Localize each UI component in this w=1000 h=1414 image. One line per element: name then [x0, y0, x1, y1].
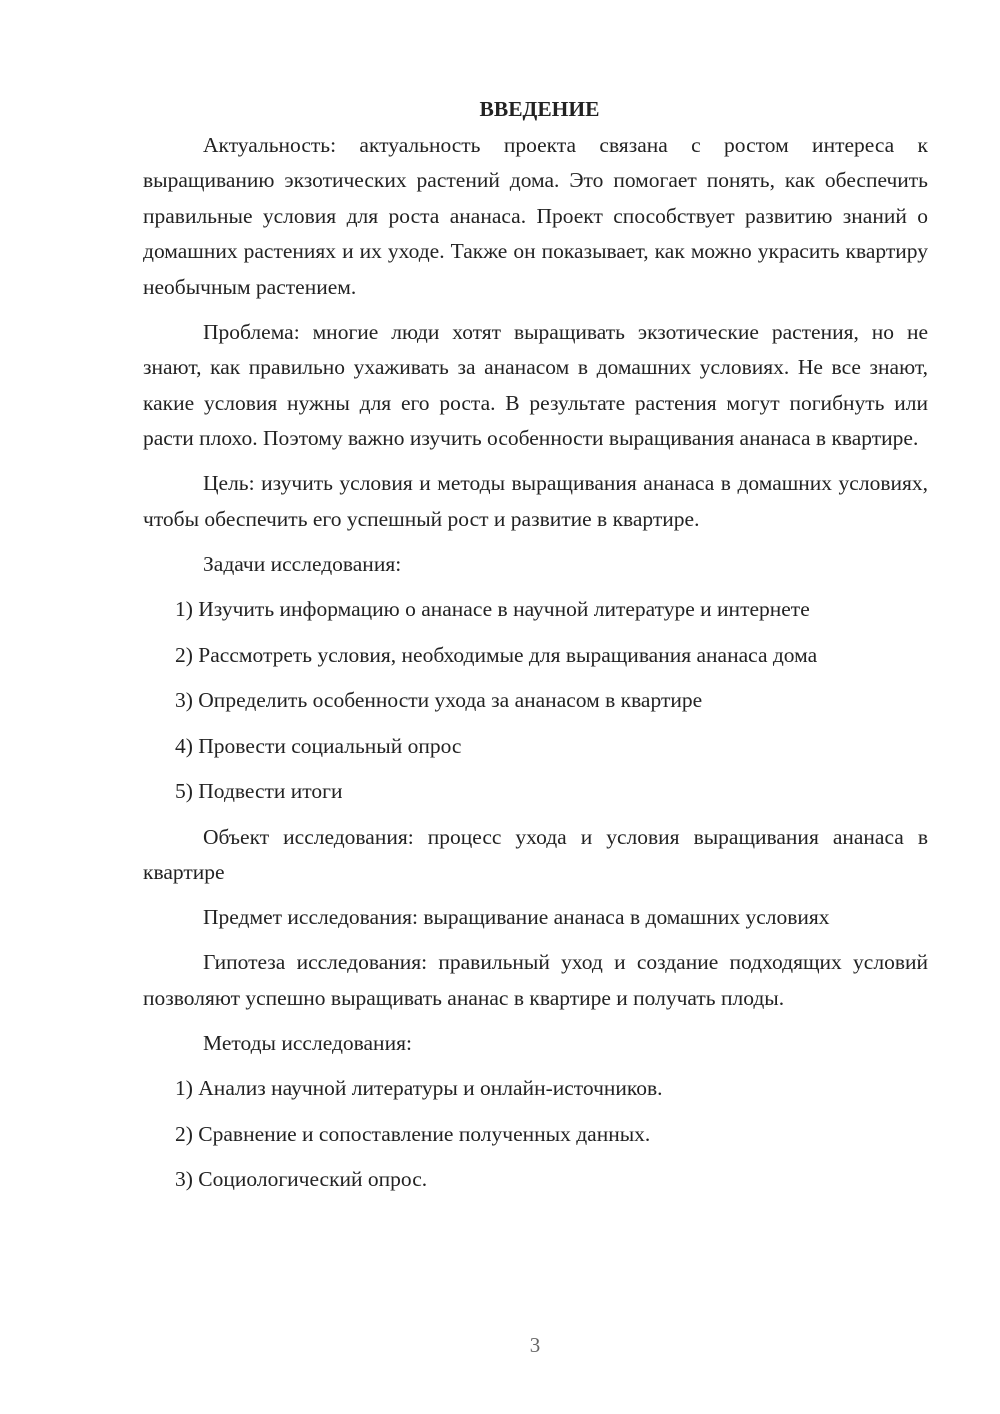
list-item: 4) Провести социальный опрос	[175, 733, 462, 758]
list-item: 3) Определить особенности ухода за ананасом в квартире	[175, 688, 703, 712]
document-page	[143, 92, 928, 1208]
goal-paragraph: Цель: изучить условия и методы выращивания ананаса в домашних условиях, чтобы обеспечить его успешный рост и развитие в квартире.	[143, 471, 928, 531]
list-item: 3) Социологический опрос.	[175, 1167, 428, 1191]
list-item: 5) Подвести итоги	[175, 779, 343, 803]
list-item: 2) Рассмотреть условия, необходимые для выращивания ананаса дома	[175, 642, 818, 667]
methods-label: Методы исследования:	[203, 1030, 412, 1055]
methods-list	[143, 1071, 928, 1198]
page-title: ВВЕДЕНИЕ	[479, 97, 600, 121]
tasks-list	[143, 592, 928, 810]
tasks-label: Задачи исследования:	[203, 551, 402, 576]
list-item: 1) Анализ научной литературы и онлайн-источников.	[175, 1076, 663, 1100]
relevance-paragraph: Актуальность: актуальность проекта связана с ростом интереса к выращиванию экзотических растений дома. Это помогает понять, как обеспечить правильные условия для роста ананаса. Проект способствует развитию знаний о домашних растениях и их уходе. Также он показывает, как можно украсить квартиру необычным растением.	[143, 132, 928, 299]
list-item: 1) Изучить информацию о ананасе в научной литературе и интернете	[175, 597, 810, 621]
object-paragraph: Объект исследования: процесс ухода и условия выращивания ананаса в квартире	[143, 824, 928, 884]
list-item: 2) Сравнение и сопоставление полученных данных.	[175, 1121, 651, 1146]
problem-paragraph: Проблема: многие люди хотят выращивать экзотические растения, но не знают, как правильно ухаживать за ананасом в домашних условиях. Не все знают, какие условия нужны для его роста. В результате растения могут погибнуть или расти плохо. Поэтому важно изучить особенности выращивания ананаса в квартире.	[143, 319, 928, 450]
hypothesis-paragraph: Гипотеза исследования: правильный уход и создание подходящих условий позволяют успешно выращивать ананас в квартире и получать плоды.	[143, 950, 928, 1010]
page-number: 3	[529, 1333, 541, 1357]
subject-paragraph: Предмет исследования: выращивание ананаса в домашних условиях	[203, 905, 830, 929]
